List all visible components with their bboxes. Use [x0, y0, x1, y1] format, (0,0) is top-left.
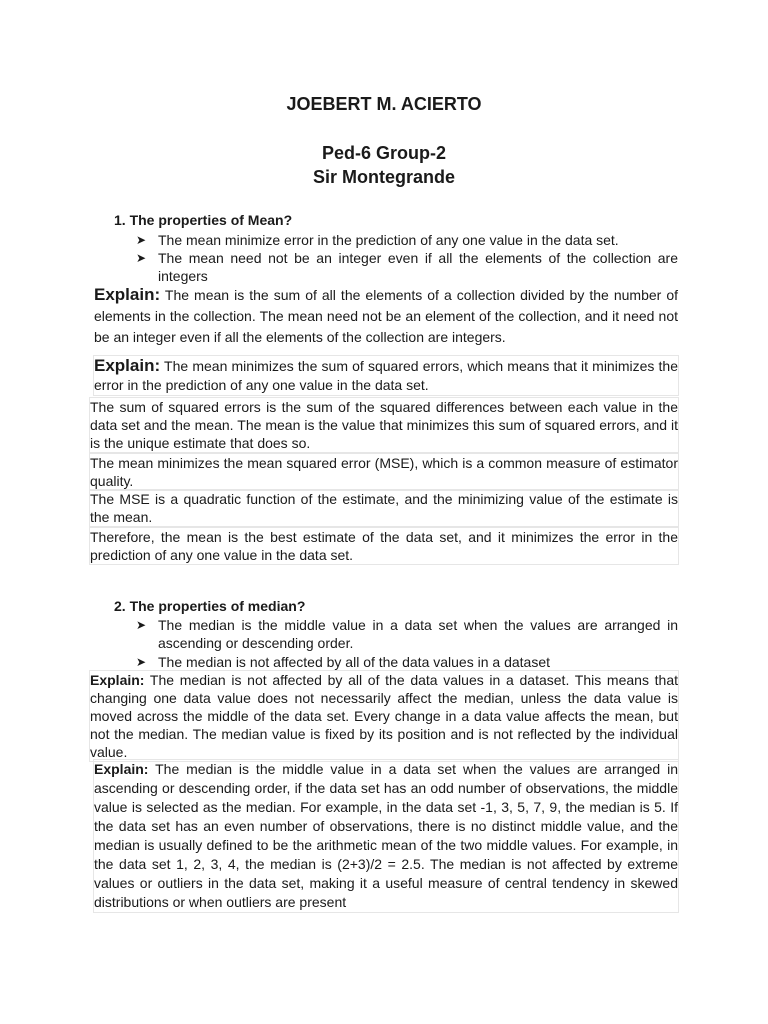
author-name: JOEBERT M. ACIERTO [286, 94, 482, 114]
group-label: Ped-6 Group-2 [321, 143, 446, 163]
section2-explain-2: Explain: The median is the middle value in a data set when the values are arranged in ascending or descending order, if the data set has an odd number of observations, the middle value is selected as the median. For example, in the data set -1, 3, 5, 7, 9, the median is 5. If the data set has an even number of observations, there is no distinct middle value, and the median is usually defined to be the arithmetic mean of the two middle values. For example, in the data set 1, 2, 3, 4, the median is (2+3)/2 = 2.5. The median is not affected by extreme values or outliers in the data set, making it a useful measure of central tendency in skewed distributions or when outliers are present [94, 761, 678, 910]
arrow-bullet-icon: ➤ [136, 233, 147, 247]
section1-paragraph-3: The MSE is a quadratic function of the estimate, and the minimizing value of the estimate is the mean. [90, 491, 678, 525]
arrow-bullet-icon: ➤ [136, 655, 147, 669]
section1-explain-2: Explain: The mean minimizes the sum of squared errors, which means that it minimizes the error in the prediction of any one value in the data set. [94, 356, 679, 393]
section2-bullet-1: ➤ The median is the middle value in a data set when the values are arranged in ascending or descending order. [136, 617, 678, 651]
explain-label: Explain: [94, 761, 149, 777]
section1-explain-1: Explain: The mean is the sum of all the elements of a collection divided by the number of elements in the collection. The mean need not be an element of the collection, and it need not be an integer even if all the elements of the collection are integers. [94, 285, 679, 345]
section1-paragraph-1: The sum of squared errors is the sum of the squared differences between each value in the data set and the mean. The mean is the value that minimizes this sum of squared errors, and it is the unique estimate that does so. [90, 399, 678, 451]
arrow-bullet-icon: ➤ [136, 618, 147, 632]
section1-paragraph-2: The mean minimizes the mean squared error (MSE), which is a common measure of estimator quality. [90, 455, 678, 489]
section1-heading: 1. The properties of Mean? [114, 212, 293, 228]
explain-label: Explain: [94, 356, 161, 375]
section1-bullet-1: ➤ The mean minimize error in the prediction of any one value in the data set. [136, 232, 619, 248]
teacher-name: Sir Montegrande [312, 167, 455, 187]
section1-paragraph-4: Therefore, the mean is the best estimate of the data set, and it minimizes the error in the prediction of any one value in the data set. [90, 529, 678, 563]
section2-heading: 2. The properties of median? [114, 598, 306, 614]
explain-label: Explain: [94, 285, 161, 304]
section1-bullet-2: ➤ The mean need not be an integer even if all the elements of the collection are integers [136, 250, 678, 284]
section2-bullet-2: ➤ The median is not affected by all of the data values in a dataset [136, 654, 550, 670]
section2-explain-1: Explain: The median is not affected by all of the data values in a dataset. This means that changing one data value does not necessarily affect the median, unless the data value is moved across the middle of the data set. Every change in a data value affects the mean, but not the median. The median value is fixed by its position and is not reflected by the individual value. [90, 672, 678, 760]
arrow-bullet-icon: ➤ [136, 251, 147, 265]
explain-label: Explain: [90, 672, 145, 688]
